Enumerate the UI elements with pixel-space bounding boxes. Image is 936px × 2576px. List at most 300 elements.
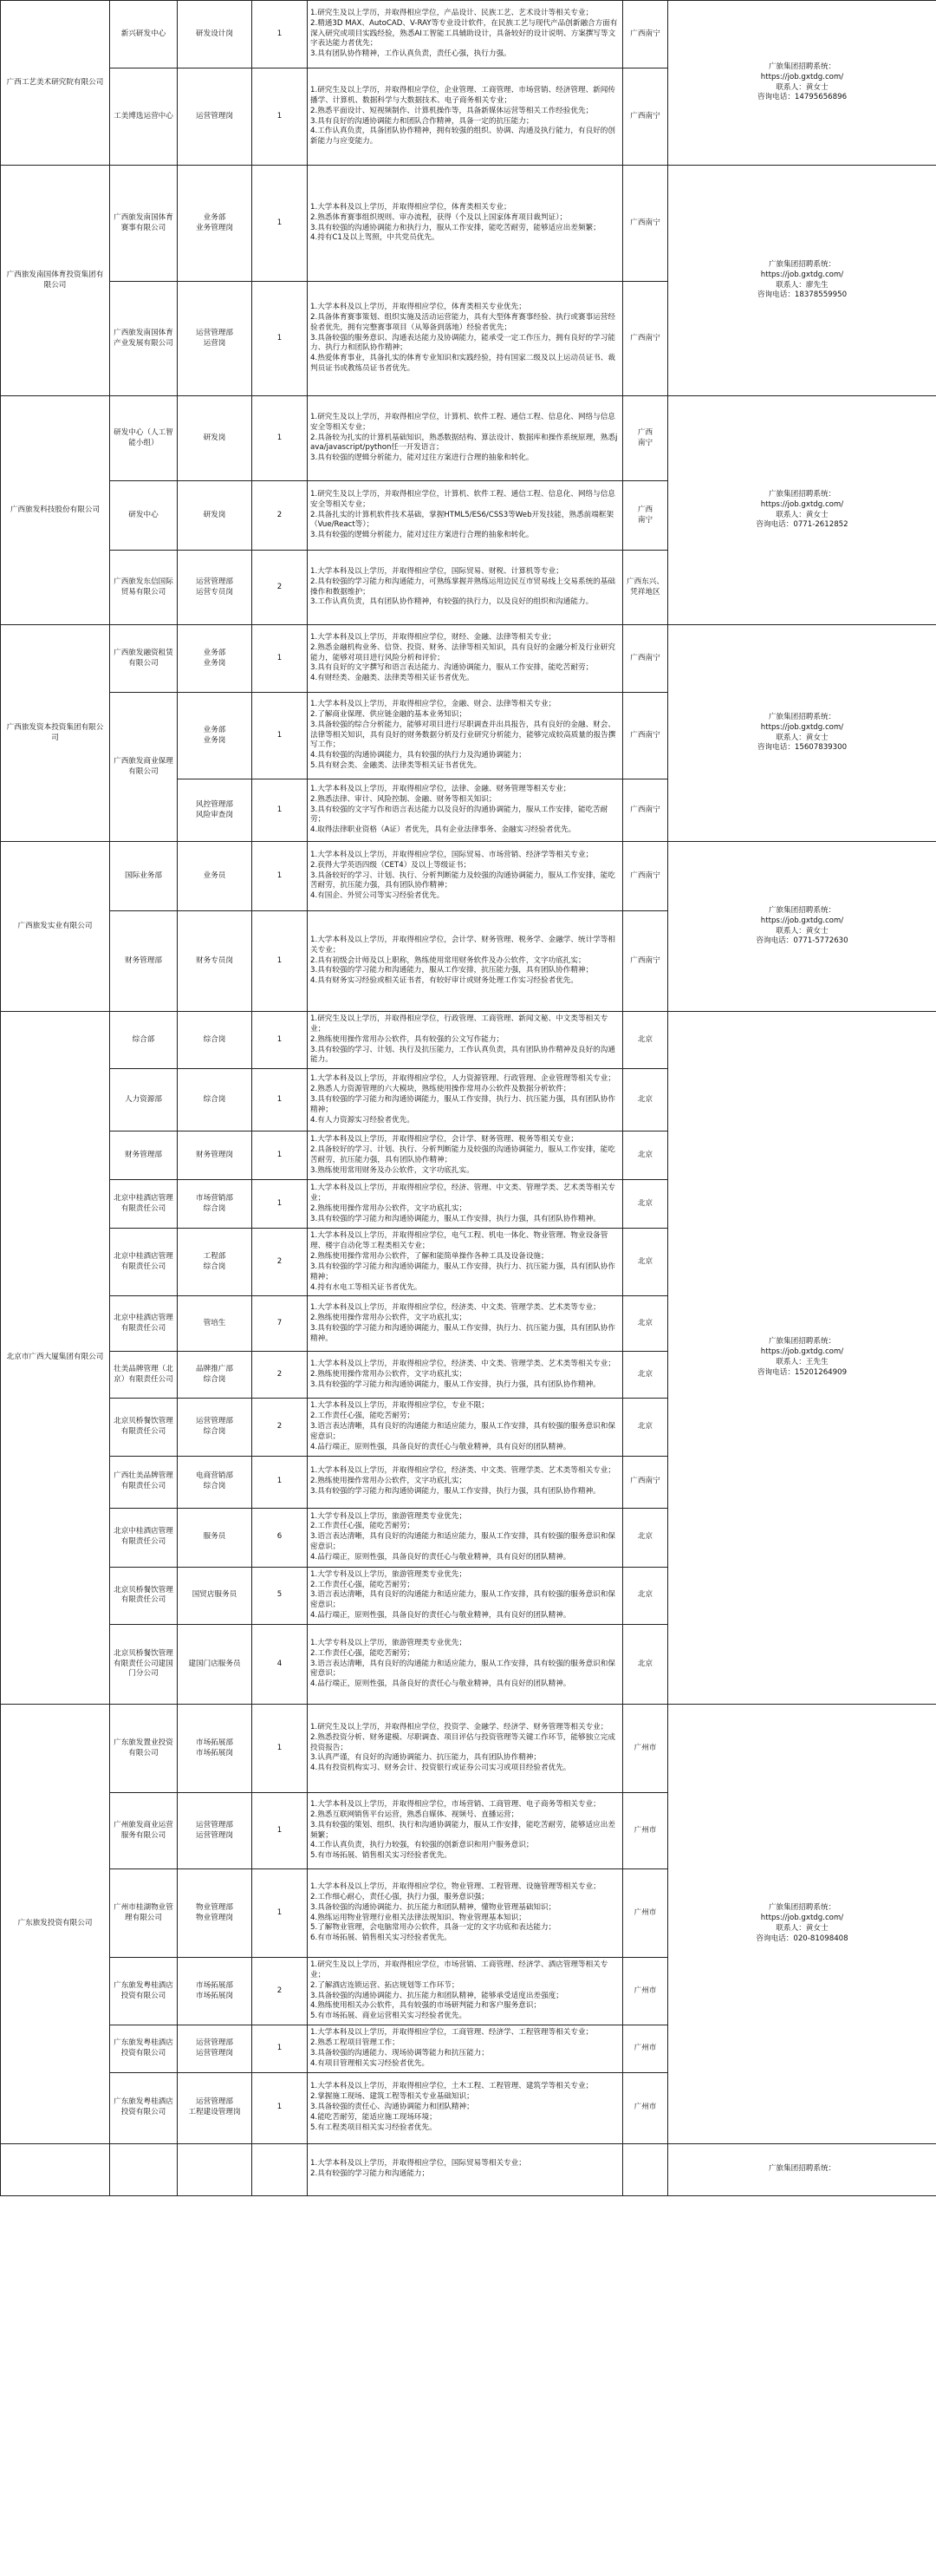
contact-cell <box>668 842 936 1012</box>
position-title-cell <box>178 842 252 911</box>
headcount-cell: 1 <box>252 1869 308 1958</box>
contact-cell <box>668 396 936 625</box>
position-title-line: 研发设计岗 <box>196 29 233 38</box>
requirement-line: 4.工作认真负责，执行力较强，有较强的创新意识和用户服务意识； <box>310 1841 534 1850</box>
position-title-cell <box>178 1012 252 1069</box>
location-line: 北京 <box>637 1532 653 1542</box>
headcount-cell: 1 <box>252 1793 308 1869</box>
location-line: 广西 <box>637 505 653 514</box>
headcount-cell: 1 <box>252 2072 308 2143</box>
location-cell <box>623 1958 668 2025</box>
requirement-line: 4.持有水电工等相关证书者优先。 <box>310 1282 422 1292</box>
requirement-line: 1.大学本科及以上学历，并取得相应学位，工商管理、经济学、工程管理等相关专业； <box>310 2028 594 2038</box>
headcount-cell: 2 <box>252 1352 308 1399</box>
position-title-line: 市场拓展岗 <box>196 1991 233 2000</box>
requirement-line: 3.具有较强的学习能力和沟通协调能力，服从工作安排，执行力强，具有团队协作精神。 <box>310 1214 601 1223</box>
requirement-line: 3.熟练使用常用财务及办公软件，文字功底扎实。 <box>310 1165 474 1175</box>
requirement-line: 1.大学本科及以上学历，并取得相应学位，金融、财会、法律等相关专业； <box>310 699 556 708</box>
requirement-line: 3.具有较强的沟通协调能力和执行力，服从工作安排，能吃苦耐劳，能够适应出差频繁； <box>310 223 601 232</box>
headcount-cell: 2 <box>252 1229 308 1296</box>
unit-name-cell: 北京中桂酒店管理有限责任公司 <box>110 1229 178 1296</box>
requirement-line: 3.具备较好的学习、计划、执行、分析判断能力及较强的沟通协调能力，服从工作安排，能吃苦耐劳，抗压能力强，具有团队协作精神； <box>310 871 615 890</box>
location-cell <box>623 282 668 396</box>
position-title-cell <box>178 1069 252 1131</box>
requirements-cell <box>308 1705 623 1793</box>
requirement-line: 2.熟悉人力资源管理的六大模块，熟练使用操作常用办公软件及数据分析软件； <box>310 1085 571 1093</box>
requirements-cell <box>308 1352 623 1399</box>
location-line: 广西南宁 <box>630 805 660 814</box>
requirement-line: 2.具备较为扎实的计算机基础知识，熟悉数据结构、算法设计、数据库和操作系统原理，熟悉java/javascript/python任一开发语言； <box>310 433 618 453</box>
unit-name-cell: 北京中桂酒店管理有限责任公司 <box>110 1296 178 1352</box>
company-name-cell: 广西旅发南国体育投资集团有限公司 <box>1 166 110 396</box>
unit-name-cell: 广东旅发粤桂酒店投资有限公司 <box>110 1958 178 2025</box>
requirement-line: 1.大学本科及以上学历，并取得相应学位，市场营销、工商管理、电子商务等相关专业； <box>310 1799 601 1809</box>
unit-name-cell: 广西旅发东信国际贸易有限公司 <box>110 551 178 625</box>
unit-name-cell: 广东旅发粤桂酒店投资有限公司 <box>110 2025 178 2072</box>
requirement-line: 4.熟练运用物业管理行业相关法律法规知识、物业管理基本知识； <box>310 1913 526 1922</box>
position-title-line: 市场拓展部 <box>196 1980 233 1990</box>
location-line: 广州市 <box>634 2043 657 2052</box>
headcount-cell: 1 <box>252 911 308 1012</box>
position-title-line: 运营管理部 <box>196 1417 233 1426</box>
position-title-line: 风险审查岗 <box>196 810 233 819</box>
location-cell <box>623 2025 668 2072</box>
unit-name-cell: 研发中心（人工智能小组） <box>110 396 178 481</box>
position-title-line: 业务员 <box>203 871 226 880</box>
location-line: 北京 <box>637 1034 653 1044</box>
requirement-line: 2.熟练使用操作常用办公软件，具有较强的公文写作能力； <box>310 1034 504 1044</box>
headcount-cell: 4 <box>252 1625 308 1705</box>
unit-name-cell: 财务管理部 <box>110 1131 178 1180</box>
contact-cell <box>668 2143 936 2195</box>
position-title-cell <box>178 551 252 625</box>
requirement-line: 3.具备较强的责任心、沟通协调能力和团队精神； <box>310 2103 474 2112</box>
contact-person: 联系人：黄女士 <box>776 82 829 92</box>
contact-person: 联系人：王先生 <box>776 1358 829 1367</box>
position-title-cell <box>178 282 252 396</box>
headcount-cell: 1 <box>252 779 308 842</box>
contact-person: 联系人：黄女士 <box>776 510 829 519</box>
requirement-line: 2.具有初级会计师及以上职称，熟练使用常用财务软件及办公软件，文字功底扎实； <box>310 955 586 965</box>
requirement-line: 3.语言表达清晰，具有良好的沟通能力和适应能力，服从工作安排，具有较强的服务意识和保密意识； <box>310 1422 615 1442</box>
unit-name-cell: 北京贝桥餐饮管理有限责任公司 <box>110 1399 178 1456</box>
requirement-line: 3.具有较强的学习能力和沟通协调能力，服从工作安排，执行力、抗压能力强，具有团队协作精神； <box>310 1262 615 1281</box>
requirement-line: 3.语言表达清晰，具有良好的沟通能力和适应能力，服从工作安排，具有较强的服务意识和保密意识； <box>310 1532 615 1552</box>
contact-phone: 咨询电话：15201264909 <box>757 1367 848 1377</box>
requirements-cell <box>308 1069 623 1131</box>
requirement-line: 3.具有较强的学习、计划、执行及抗压能力，工作认真负责，具有团队协作精神及良好的沟通能力。 <box>310 1045 615 1065</box>
contact-cell <box>668 1012 936 1705</box>
location-line: 北京 <box>637 1198 653 1208</box>
position-title-cell <box>178 1793 252 1869</box>
headcount-cell: 1 <box>252 1705 308 1793</box>
headcount-cell: 2 <box>252 1399 308 1456</box>
requirement-line: 4.品行端正，原则性强，具备良好的责任心与敬业精神，具有良好的团队精神。 <box>310 1553 571 1562</box>
requirements-cell <box>308 779 623 842</box>
requirement-line: 2.工作责任心强，能吃苦耐劳； <box>310 1522 414 1531</box>
company-name-cell: 广西工艺美术研究院有限公司 <box>1 1 110 166</box>
contact-title: 广旅集团招聘系统： <box>768 1903 836 1913</box>
requirement-line: 4.持有C1及以上驾照，中共党员优先。 <box>310 233 439 243</box>
headcount-cell: 1 <box>252 1069 308 1131</box>
position-title-line: 物业管理部 <box>196 1902 233 1912</box>
requirement-line: 1.大学本科及以上学历，并取得相应学位，电气工程、机电一体化、物业管理、物业设备管理、楼宇自动化等工程类相关专业； <box>310 1231 608 1251</box>
requirements-cell <box>308 1296 623 1352</box>
requirements-cell <box>308 1399 623 1456</box>
company-name-cell: 广西旅发科技股份有限公司 <box>1 396 110 625</box>
location-cell <box>623 1069 668 1131</box>
location-cell <box>623 1012 668 1069</box>
requirements-cell <box>308 625 623 693</box>
requirement-line: 4.品行端正，原则性强，具备良好的责任心与敬业精神，具有良好的团队精神。 <box>310 1679 571 1689</box>
requirements-cell <box>308 68 623 166</box>
position-title-line: 市场拓展部 <box>196 1738 233 1747</box>
contact-title: 广旅集团招聘系统： <box>768 2164 836 2174</box>
table-row <box>1 842 936 911</box>
requirements-cell <box>308 1793 623 1869</box>
location-cell <box>623 1508 668 1567</box>
requirements-cell <box>308 842 623 911</box>
contact-title: 广旅集团招聘系统： <box>768 905 836 915</box>
location-line: 广州市 <box>634 2103 657 2112</box>
requirement-line: 1.大学本科及以上学历，并取得相应学位，人力资源管理、行政管理、企业管理等相关专业； <box>310 1074 615 1084</box>
requirement-line: 1.大学本科及以上学历，并取得相应学位，财经、金融、法律等相关专业； <box>310 632 556 642</box>
requirement-line: 2.工作责任心强，能吃苦耐劳； <box>310 1412 414 1421</box>
position-title-line: 综合岗 <box>203 1262 226 1271</box>
requirements-cell <box>308 1229 623 1296</box>
position-title-cell <box>178 625 252 693</box>
position-title-line: 电商营销部 <box>196 1471 233 1481</box>
position-title-cell <box>178 1958 252 2025</box>
position-title-cell <box>178 1296 252 1352</box>
requirement-line: 1.大学本科及以上学历，并取得相应学位，专业不限； <box>310 1401 489 1411</box>
unit-name-cell: 广西旅发融资租赁有限公司 <box>110 625 178 693</box>
requirement-line: 1.研究生及以上学历，并取得相应学位，产品设计、民族工艺、艺术设计等相关专业； <box>310 8 594 17</box>
contact-phone: 咨询电话：15607839300 <box>757 743 848 753</box>
position-title-cell <box>178 1869 252 1958</box>
position-title-cell <box>178 779 252 842</box>
requirement-line: 4.具有财务实习经验或相关证书者，有较好审计或财务处理工作实习经验者优先。 <box>310 976 578 986</box>
location-cell <box>623 68 668 166</box>
company-name-cell: 广东旅发投资有限公司 <box>1 1705 110 2144</box>
requirement-line: 1.大学专科及以上学历，旅游管理类专业优先； <box>310 1569 467 1579</box>
requirement-line: 3.具有较强的逻辑分析能力，能对过往方案进行合理的抽象和转化。 <box>310 453 534 463</box>
requirement-line: 5.具有财会类、金融类、法律类等相关证书者优先。 <box>310 761 482 771</box>
requirement-line: 1.大学本科及以上学历，并取得相应学位，国际贸易、财税、计算机等专业； <box>310 566 563 576</box>
contact-cell <box>668 1705 936 2144</box>
location-cell <box>623 693 668 779</box>
requirement-line: 1.大学本科及以上学历，并取得相应学位，经济、管理、中文类、管理学类、艺术类等相关专业； <box>310 1184 615 1203</box>
requirement-line: 4.工作认真负责，具备团队协作精神，拥有较强的组织、协调、沟通及执行能力，有良好的创新能力与应变能力。 <box>310 127 615 147</box>
requirement-line: 2.熟练使用操作常用办公软件，文字功底扎实； <box>310 1477 467 1486</box>
requirements-cell <box>308 1456 623 1508</box>
location-cell <box>623 1456 668 1508</box>
location-line: 广州市 <box>634 1908 657 1917</box>
unit-name-cell: 国际业务部 <box>110 842 178 911</box>
requirement-line: 2.具备较好的学习、计划、执行、分析判断能力及较强的沟通协调能力，服从工作安排，能吃苦耐劳，抗压能力强，具有团队协作精神； <box>310 1145 615 1164</box>
position-title-cell <box>178 1131 252 1180</box>
requirement-line: 1.大学本科及以上学历，并取得相应学位，经济类、中文类、管理学类、艺术类等相关专业； <box>310 1466 615 1476</box>
position-title-line: 运营管理部 <box>196 2097 233 2107</box>
position-title-line: 研发岗 <box>203 433 226 442</box>
contact-title: 广旅集团招聘系统： <box>768 62 836 71</box>
position-title-line: 综合岗 <box>203 1374 226 1384</box>
contact-cell <box>668 166 936 396</box>
position-title-line: 运营管理部 <box>196 577 233 586</box>
headcount-cell: 5 <box>252 1567 308 1624</box>
position-title-line: 运营管理部 <box>196 2038 233 2048</box>
requirement-line: 5.了解物业管理，会电脑常用办公软件，具备一定的文字功底和表达能力； <box>310 1923 556 1933</box>
location-line: 广西南宁 <box>630 1477 660 1486</box>
location-cell <box>623 1567 668 1624</box>
position-title-line: 工程建设管理岗 <box>188 2108 241 2117</box>
position-title-cell <box>178 2072 252 2143</box>
unit-name-cell: 北京中桂酒店管理有限责任公司 <box>110 1508 178 1567</box>
position-title-cell <box>178 1 252 68</box>
requirement-line: 3.具备较强的综合分析能力，能够对项目进行尽职调查并出具报告，具有良好的金融、财会、法律等相关知识，具有良好的财务数据分析及行业研究分析能力，能够完成较高质量的报告撰写工作； <box>310 720 616 750</box>
position-title-line: 业务岗 <box>203 658 226 668</box>
headcount-cell: 1 <box>252 282 308 396</box>
table-body <box>1 1 936 2196</box>
requirement-line: 5.有市场拓展、销售相关实习经验者优先。 <box>310 1851 452 1861</box>
table-row <box>1 396 936 481</box>
requirement-line: 3.工作认真负责，具有团队协作精神，有较强的执行力，以及良好的组织和沟通能力。 <box>310 597 594 607</box>
requirement-line: 1.大学本科及以上学历，并取得相应学位，会计学、财务管理、税务学、金融学、统计学等相关专业； <box>310 935 615 955</box>
requirement-line: 3.具有较强的学习能力和沟通协调能力，服从工作安排，执行力强，具有团队协作精神。 <box>310 1379 601 1389</box>
location-line: 北京 <box>637 1590 653 1600</box>
location-cell <box>623 1705 668 1793</box>
location-line: 广西南宁 <box>630 955 660 965</box>
contact-cell <box>668 1 936 166</box>
contact-url[interactable]: https://job.gxtdg.com/ <box>760 1347 844 1357</box>
requirement-line: 1.大学本科及以上学历，并取得相应学位，体育类相关专业； <box>310 202 511 212</box>
requirement-line: 1.大学本科及以上学历，并取得相应学位，法律、金融、财务管理等相关专业； <box>310 784 571 793</box>
requirement-line: 3.语言表达清晰，具有良好的沟通能力和适应能力，服从工作安排，具有较强的服务意识和保密意识； <box>310 1659 615 1679</box>
position-title-line: 财务专员岗 <box>196 955 233 965</box>
headcount-cell: 1 <box>252 1131 308 1180</box>
position-title-line: 综合岗 <box>203 1034 226 1044</box>
requirements-cell <box>308 911 623 1012</box>
position-title-line: 品牌推广部 <box>196 1365 233 1374</box>
position-title-line: 运营岗 <box>203 338 226 348</box>
unit-name-cell: 广州市桂湖物业管理有限公司 <box>110 1869 178 1958</box>
contact-url[interactable]: https://job.gxtdg.com/ <box>760 499 844 509</box>
requirements-cell <box>308 2143 623 2195</box>
company-name-cell: 北京市广西大厦集团有限公司 <box>1 1012 110 1705</box>
requirement-line: 3.语言表达清晰，具有良好的沟通能力和适应能力，服从工作安排，具有较强的服务意识和保密意识； <box>310 1590 615 1610</box>
requirements-cell <box>308 1131 623 1180</box>
position-title-line: 研发岗 <box>203 510 226 519</box>
unit-name-cell: 新兴研发中心 <box>110 1 178 68</box>
requirement-line: 2.熟悉平面设计、短视频制作、计算机操作等，具备新媒体运营等相关工作经验优先； <box>310 106 594 115</box>
location-line: 广西 <box>637 427 653 437</box>
location-cell <box>623 1229 668 1296</box>
location-line: 北京 <box>637 1370 653 1379</box>
requirement-line: 2.获得大学英语四级（CET4）及以上等级证书； <box>310 860 471 870</box>
requirement-line: 4.具有投资机构实习、财务会计、投资银行或证券公司实习或项目经验者优先。 <box>310 1764 571 1773</box>
unit-name-cell: 工美博选运营中心 <box>110 68 178 166</box>
contact-url[interactable]: https://job.gxtdg.com/ <box>760 722 844 732</box>
requirement-line: 4.取得法律职业资格（A证）者优先，具有企业法律事务、金融实习经验者优先。 <box>310 825 576 835</box>
requirement-line: 3.具备较强的沟通能力、现场协调等能力和抗压能力； <box>310 2048 489 2058</box>
requirements-cell <box>308 1958 623 2025</box>
location-line: 北京 <box>637 1094 653 1104</box>
contact-url[interactable]: https://job.gxtdg.com/ <box>760 72 844 82</box>
position-title-cell <box>178 1456 252 1508</box>
company-name-cell: 广西旅发资本投资集团有限公司 <box>1 625 110 842</box>
requirement-line: 2.熟悉法律、审计、风险控制、金融、财务等相关知识； <box>310 794 497 804</box>
position-title-line: 市场营销部 <box>196 1193 233 1203</box>
position-title-cell <box>178 481 252 551</box>
table-row <box>1 166 936 282</box>
location-line: 北京 <box>637 1659 653 1668</box>
unit-name-cell: 广西旅发商业保理有限公司 <box>110 693 178 842</box>
requirements-cell <box>308 1625 623 1705</box>
requirement-line: 4.具有较强的沟通协调能力，具有较强的执行力及沟通协调能力； <box>310 751 526 760</box>
location-line: 广西南宁 <box>630 218 660 227</box>
requirement-line: 1.大学本科及以上学历，并取得相应学位，国际贸易、市场营销、经济学等相关专业； <box>310 850 594 859</box>
contact-person: 联系人：廖先生 <box>776 280 829 290</box>
contact-person: 联系人：黄女士 <box>776 926 829 936</box>
requirement-line: 1.研究生及以上学历，并取得相应学位，行政管理、工商管理、新闻文秘、中文类等相关专业； <box>310 1014 608 1034</box>
requirement-line: 1.研究生及以上学历，并取得相应学位，投资学、金融学、经济学、财务管理等相关专业； <box>310 1722 608 1731</box>
position-title-line: 运营管理部 <box>196 328 233 337</box>
position-title-cell <box>178 68 252 166</box>
position-title-line: 服务员 <box>203 1532 226 1542</box>
position-title-line: 运营管理岗 <box>196 111 233 121</box>
requirement-line: 2.熟悉工程项目管理工作； <box>310 2038 400 2048</box>
position-title-line: 建国门店服务员 <box>188 1659 241 1668</box>
headcount-cell: 1 <box>252 1456 308 1508</box>
headcount-cell: 1 <box>252 1180 308 1229</box>
position-title-line: 运营管理岗 <box>196 1830 233 1840</box>
position-title-cell <box>178 1567 252 1624</box>
requirements-cell <box>308 396 623 481</box>
location-cell <box>623 481 668 551</box>
contact-cell <box>668 625 936 842</box>
position-title-cell <box>178 1399 252 1456</box>
requirement-line: 2.熟悉体育赛事组织规则、审办流程，获得（个及以上国家体育项目裁判证）； <box>310 212 568 222</box>
requirement-line: 1.大学本科及以上学历，并取得相应学位，土木工程、工程管理、建筑学等相关专业； <box>310 2082 594 2091</box>
requirement-line: 3.具备较强的沟通协调能力、抗压能力和团队精神，懂物业管理基础知识； <box>310 1902 556 1912</box>
position-title-line: 运营管理岗 <box>196 2048 233 2058</box>
contact-url[interactable]: https://job.gxtdg.com/ <box>760 916 844 925</box>
position-title-line: 运营专员岗 <box>196 587 233 597</box>
contact-url[interactable]: https://job.gxtdg.com/ <box>760 270 844 279</box>
unit-name-cell: 综合部 <box>110 1012 178 1069</box>
location-cell <box>623 911 668 1012</box>
headcount-cell: 1 <box>252 625 308 693</box>
position-title-line: 财务管理岗 <box>196 1150 233 1159</box>
position-title-cell <box>178 2143 252 2195</box>
location-cell <box>623 2072 668 2143</box>
contact-title: 广旅集团招聘系统： <box>768 712 836 721</box>
position-title-line: 风控管理部 <box>196 799 233 809</box>
location-cell <box>623 625 668 693</box>
position-title-line: 业务岗 <box>203 735 226 745</box>
location-line: 广西南宁 <box>630 730 660 740</box>
requirement-line: 4.熟练使用相关办公软件，具有较强的市场研判能力和客户服务意识； <box>310 2001 542 2011</box>
requirement-line: 2.具备体育赛事策划、组织实施及活动运营能力，具有大型体育赛事经验、执行或赛事运营经验者优先，拥有完整赛事项目（从筹备到落地）经验者优先； <box>310 312 615 332</box>
requirement-line: 4.品行端正，原则性强，具备良好的责任心与敬业精神，具有良好的团队精神。 <box>310 1442 571 1451</box>
headcount-cell: 1 <box>252 396 308 481</box>
location-cell <box>623 842 668 911</box>
table-row <box>1 625 936 693</box>
unit-name-cell: 人力资源部 <box>110 1069 178 1131</box>
contact-phone: 咨询电话：18378559950 <box>757 290 848 300</box>
contact-title: 广旅集团招聘系统： <box>768 1337 836 1347</box>
unit-name-cell: 广东旅发置业投资有限公司 <box>110 1705 178 1793</box>
location-line: 广西南宁 <box>630 871 660 880</box>
unit-name-cell: 广西旅发南国体育产业发展有限公司 <box>110 282 178 396</box>
location-line: 广州市 <box>634 1825 657 1835</box>
position-title-cell <box>178 166 252 282</box>
requirement-line: 3.具有较强的策划、组织、执行和沟通协调能力，服从工作安排，能吃苦耐劳，能够适应出差频繁； <box>310 1820 615 1840</box>
contact-phone: 咨询电话：0771-2612852 <box>756 520 848 530</box>
location-cell <box>623 779 668 842</box>
requirements-cell <box>308 166 623 282</box>
requirement-line: 1.大学本科及以上学历，并取得相应学位，经济类、中文类、管理学类、艺术类等相关专业； <box>310 1360 615 1369</box>
position-title-line: 业务部 <box>203 212 226 222</box>
headcount-cell: 1 <box>252 166 308 282</box>
contact-person: 联系人：黄女士 <box>776 1923 829 1933</box>
location-cell <box>623 396 668 481</box>
location-line: 北京 <box>637 1422 653 1431</box>
location-cell <box>623 1352 668 1399</box>
requirements-cell <box>308 1567 623 1624</box>
headcount-cell: 1 <box>252 1 308 68</box>
location-line: 广西东兴、凭祥地区 <box>627 577 664 597</box>
requirement-line: 3.具有较强的学习能力和沟通能力，服从工作安排，抗压能力强，具有团队协作精神； <box>310 966 594 975</box>
contact-url[interactable]: https://job.gxtdg.com/ <box>760 1913 844 1922</box>
position-title-line: 综合岗 <box>203 1427 226 1437</box>
requirement-line: 1.大学本科及以上学历，并取得相应学位，物业管理、工程管理、设施管理等相关专业； <box>310 1881 601 1891</box>
headcount-cell: 2 <box>252 551 308 625</box>
contact-person: 联系人：黄女士 <box>776 733 829 742</box>
position-title-line: 运营管理部 <box>196 1820 233 1829</box>
location-line: 南宁 <box>637 438 653 447</box>
requirement-line: 4.品行端正，原则性强，具备良好的责任心与敬业精神，具有良好的团队精神。 <box>310 1611 571 1621</box>
requirement-line: 1.研究生及以上学历，并取得相应学位，计算机、软件工程、通信工程、信息化、网络与信息安全等相关专业； <box>310 412 615 432</box>
requirement-line: 2.具备扎实的计算机软件技术基础，掌握HTML5/ES6/CSS3等Web开发技能，熟悉前端框架（Vue/React等）； <box>310 510 614 530</box>
location-cell <box>623 1131 668 1180</box>
contact-phone: 咨询电话：0771-5772630 <box>756 936 848 946</box>
position-title-cell <box>178 1180 252 1229</box>
company-name-cell <box>1 2143 110 2195</box>
location-cell <box>623 1 668 68</box>
requirement-line: 3.具有良好的沟通协调能力和团队合作精神，具备一定的抗压能力； <box>310 116 534 126</box>
position-title-cell <box>178 2025 252 2072</box>
position-title-line: 综合岗 <box>203 1482 226 1491</box>
position-title-line: 业务部 <box>203 725 226 734</box>
headcount-cell: 1 <box>252 2025 308 2072</box>
unit-name-cell: 财务管理部 <box>110 911 178 1012</box>
requirement-line: 4.有人力资源实习经验者优先。 <box>310 1115 414 1125</box>
headcount-cell: 7 <box>252 1296 308 1352</box>
requirements-cell <box>308 1180 623 1229</box>
requirement-line: 3.具有良好的文字撰写和语言表达能力、沟通协调能力，服从工作安排，能吃苦耐劳； <box>310 663 594 673</box>
requirement-line: 1.研究生及以上学历，并取得相应学位，市场营销、工商管理、经济学、酒店管理等相关专业； <box>310 1960 608 1979</box>
location-line: 广西南宁 <box>630 333 660 342</box>
contact-title: 广旅集团招聘系统： <box>768 489 836 499</box>
requirement-line: 3.具有较强的文字写作和语言表达能力以及良好的沟通协调能力，服从工作安排，能吃苦耐劳； <box>310 805 608 825</box>
requirement-line: 3.具有团队协作精神，工作认真负责，责任心强，执行力强。 <box>310 49 511 59</box>
requirement-line: 1.大学本科及以上学历，并取得相应学位，经济类、中文类、管理学类、艺术类等专业； <box>310 1303 601 1313</box>
requirement-line: 3.具备较强的沟通协调能力、抗压能力和团队精神，能够承受适度出差强度； <box>310 1991 563 2000</box>
requirement-line: 1.大学本科及以上学历，并取得相应学位，体育类相关专业优先； <box>310 302 526 311</box>
requirements-cell <box>308 1508 623 1567</box>
position-title-line: 业务部 <box>203 648 226 657</box>
